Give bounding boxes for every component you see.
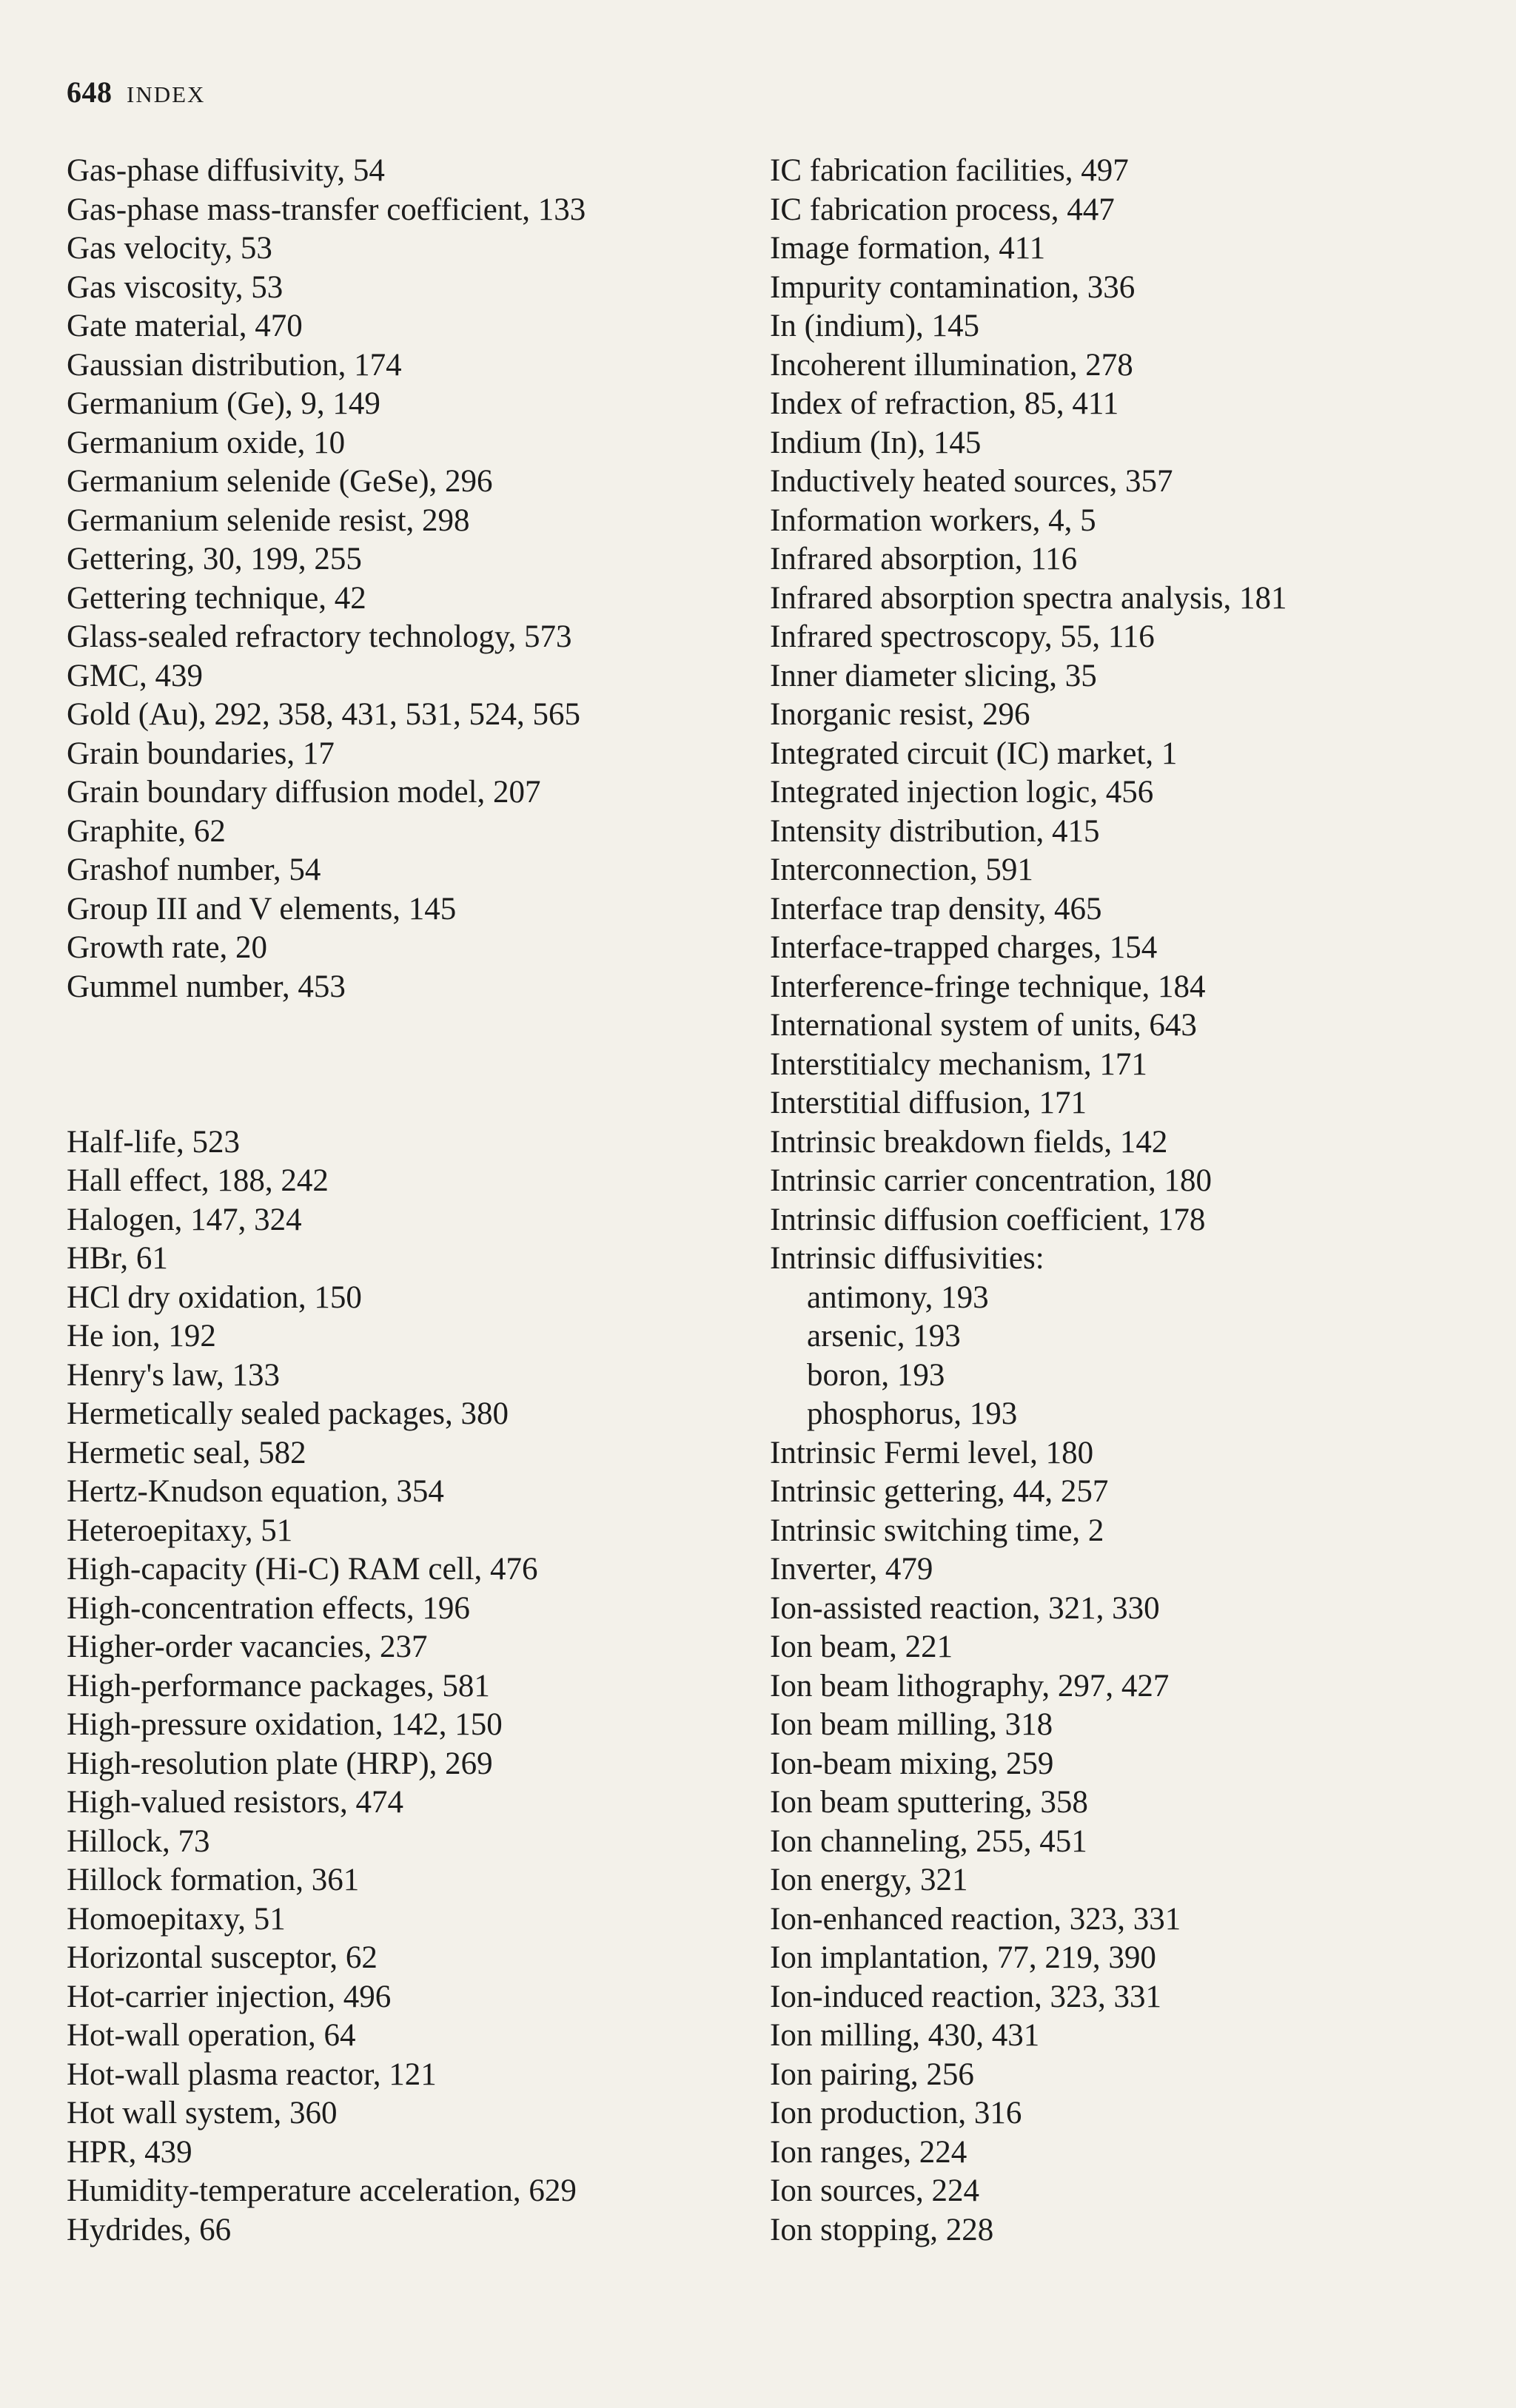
index-entry: Ion production, 316 <box>770 2096 1022 2130</box>
index-entry: Gaussian distribution, 174 <box>67 347 402 383</box>
index-entry: Germanium selenide (GeSe), 296 <box>67 464 493 499</box>
index-entry: Intrinsic diffusivities: <box>770 1241 1044 1276</box>
index-entry: Ion-induced reaction, 323, 331 <box>770 1979 1161 2014</box>
index-entry: Hall effect, 188, 242 <box>67 1163 329 1198</box>
index-entry: Gold (Au), 292, 358, 431, 531, 524, 565 <box>67 697 580 732</box>
index-subentry: phosphorus, 193 <box>807 1396 1018 1431</box>
index-entry: Hot-wall plasma reactor, 121 <box>67 2056 437 2092</box>
index-entry: In (indium), 145 <box>770 309 980 343</box>
index-entry: High-capacity (Hi-C) RAM cell, 476 <box>67 1552 538 1587</box>
index-entry: Gas velocity, 53 <box>67 231 272 266</box>
index-entry: Image formation, 411 <box>770 231 1046 266</box>
index-entry: Ion beam lithography, 297, 427 <box>770 1668 1170 1704</box>
index-entry: High-resolution plate (HRP), 269 <box>67 1746 493 1781</box>
index-entry: Indium (In), 145 <box>770 425 982 460</box>
index-entry: Henry's law, 133 <box>67 1357 280 1393</box>
index-entry: Hot wall system, 360 <box>67 2096 338 2130</box>
index-entry: HPR, 439 <box>67 2134 192 2170</box>
index-entry: Hot-wall operation, 64 <box>67 2018 356 2053</box>
index-entry: Infrared absorption, 116 <box>770 542 1078 576</box>
index-entry: Hydrides, 66 <box>67 2212 232 2247</box>
index-entry: Intrinsic diffusion coefficient, 178 <box>770 1202 1206 1237</box>
index-entry: Half-life, 523 <box>67 1124 241 1160</box>
running-head: INDEX <box>127 81 206 107</box>
index-entry: Inorganic resist, 296 <box>770 697 1030 732</box>
index-entry: Intrinsic switching time, 2 <box>770 1513 1104 1548</box>
index-subentry: boron, 193 <box>807 1357 945 1393</box>
index-subentry: antimony, 193 <box>807 1279 989 1315</box>
index-entry: Germanium oxide, 10 <box>67 425 346 460</box>
index-entry: Ion beam sputtering, 358 <box>770 1785 1088 1820</box>
index-entry: Inverter, 479 <box>770 1552 933 1587</box>
index-entry: Growth rate, 20 <box>67 930 268 965</box>
index-entry: Germanium selenide resist, 298 <box>67 502 470 538</box>
index-entry: Intrinsic breakdown fields, 142 <box>770 1124 1168 1160</box>
index-entry: Interface-trapped charges, 154 <box>770 930 1158 965</box>
index-column-right <box>770 152 1480 2250</box>
index-entry: Gas-phase mass-transfer coefficient, 133 <box>67 192 586 227</box>
index-entry: IC fabrication process, 447 <box>770 192 1115 227</box>
index-entry: HCl dry oxidation, 150 <box>67 1279 362 1315</box>
index-entry: Ion implantation, 77, 219, 390 <box>770 1940 1156 1975</box>
index-entry: Hermetic seal, 582 <box>67 1435 306 1470</box>
index-entry: Gettering technique, 42 <box>67 580 366 616</box>
index-entry: He ion, 192 <box>67 1319 216 1353</box>
page-header <box>67 74 205 113</box>
index-entry: Impurity contamination, 336 <box>770 269 1136 305</box>
index-entry: International system of units, 643 <box>770 1008 1197 1043</box>
index-entry: Integrated injection logic, 456 <box>770 775 1154 810</box>
index-entry: Gas-phase diffusivity, 54 <box>67 153 385 188</box>
index-entry: Hillock, 73 <box>67 1823 210 1859</box>
section-gap <box>67 1084 777 1123</box>
index-entry: Information workers, 4, 5 <box>770 502 1096 538</box>
index-entry: GMC, 439 <box>67 658 203 693</box>
index-entry: High-pressure oxidation, 142, 150 <box>67 1707 503 1742</box>
index-entry: Halogen, 147, 324 <box>67 1202 302 1237</box>
index-entry: Intensity distribution, 415 <box>770 813 1100 849</box>
index-entry: Ion beam milling, 318 <box>770 1707 1053 1742</box>
index-entry: Horizontal susceptor, 62 <box>67 1940 378 1975</box>
index-entry: Intrinsic Fermi level, 180 <box>770 1435 1094 1470</box>
index-entry: Integrated circuit (IC) market, 1 <box>770 736 1178 771</box>
index-entry: Germanium (Ge), 9, 149 <box>67 386 380 421</box>
index-entry: Hillock formation, 361 <box>67 1863 360 1897</box>
index-entry: Hermetically sealed packages, 380 <box>67 1396 509 1431</box>
index-entry: Intrinsic gettering, 44, 257 <box>770 1474 1109 1509</box>
index-entry: Ion milling, 430, 431 <box>770 2018 1040 2053</box>
index-entry: Interface trap density, 465 <box>770 891 1102 926</box>
index-entry: Interference-fringe technique, 184 <box>770 969 1206 1004</box>
index-entry: Ion beam, 221 <box>770 1630 953 1664</box>
index-entry: Ion sources, 224 <box>770 2173 980 2208</box>
index-entry: Inner diameter slicing, 35 <box>770 658 1097 693</box>
index-entry: Inductively heated sources, 357 <box>770 464 1173 499</box>
section-gap <box>67 1046 777 1085</box>
index-subentry: arsenic, 193 <box>807 1319 961 1353</box>
index-entry: Heteroepitaxy, 51 <box>67 1513 293 1548</box>
index-entry: Graphite, 62 <box>67 813 226 849</box>
index-column-left <box>67 152 777 2250</box>
index-entry: High-valued resistors, 474 <box>67 1785 404 1820</box>
index-entry: Glass-sealed refractory technology, 573 <box>67 619 572 654</box>
index-entry: Interstitialcy mechanism, 171 <box>770 1046 1147 1082</box>
index-entry: Index of refraction, 85, 411 <box>770 386 1119 421</box>
index-entry: Gettering, 30, 199, 255 <box>67 542 362 576</box>
index-entry: Hot-carrier injection, 496 <box>67 1979 392 2014</box>
index-entry: Ion-enhanced reaction, 323, 331 <box>770 1901 1181 1937</box>
index-entry: Gate material, 470 <box>67 309 303 343</box>
index-entry: Gas viscosity, 53 <box>67 269 284 305</box>
index-entry: Ion ranges, 224 <box>770 2134 967 2170</box>
index-entry: Grain boundaries, 17 <box>67 736 335 771</box>
index-entry: Ion energy, 321 <box>770 1863 968 1897</box>
index-entry: Grain boundary diffusion model, 207 <box>67 775 541 810</box>
index-entry: Ion-assisted reaction, 321, 330 <box>770 1590 1160 1626</box>
index-entry: Ion pairing, 256 <box>770 2056 974 2092</box>
index-entry: High-concentration effects, 196 <box>67 1590 470 1626</box>
index-entry: IC fabrication facilities, 497 <box>770 153 1129 188</box>
index-entry: High-performance packages, 581 <box>67 1668 490 1704</box>
index-entry: Group III and V elements, 145 <box>67 891 457 926</box>
index-entry: Intrinsic carrier concentration, 180 <box>770 1163 1212 1198</box>
index-entry: Interstitial diffusion, 171 <box>770 1086 1087 1120</box>
index-entry: Gummel number, 453 <box>67 969 346 1004</box>
index-entry: Grashof number, 54 <box>67 852 321 887</box>
index-entry: Ion-beam mixing, 259 <box>770 1746 1054 1781</box>
index-entry: Infrared spectroscopy, 55, 116 <box>770 619 1155 654</box>
page-number: 648 <box>67 75 113 109</box>
section-gap <box>67 1006 777 1046</box>
index-entry: Infrared absorption spectra analysis, 181 <box>770 580 1287 616</box>
index-entry: Incoherent illumination, 278 <box>770 347 1133 383</box>
index-entry: HBr, 61 <box>67 1241 168 1276</box>
index-entry: Humidity-temperature acceleration, 629 <box>67 2173 577 2208</box>
index-entry: Higher-order vacancies, 237 <box>67 1630 428 1664</box>
index-entry: Homoepitaxy, 51 <box>67 1901 286 1937</box>
index-entry: Interconnection, 591 <box>770 852 1033 887</box>
index-entry: Hertz-Knudson equation, 354 <box>67 1474 444 1509</box>
index-entry: Ion stopping, 228 <box>770 2212 994 2247</box>
index-entry: Ion channeling, 255, 451 <box>770 1823 1087 1859</box>
